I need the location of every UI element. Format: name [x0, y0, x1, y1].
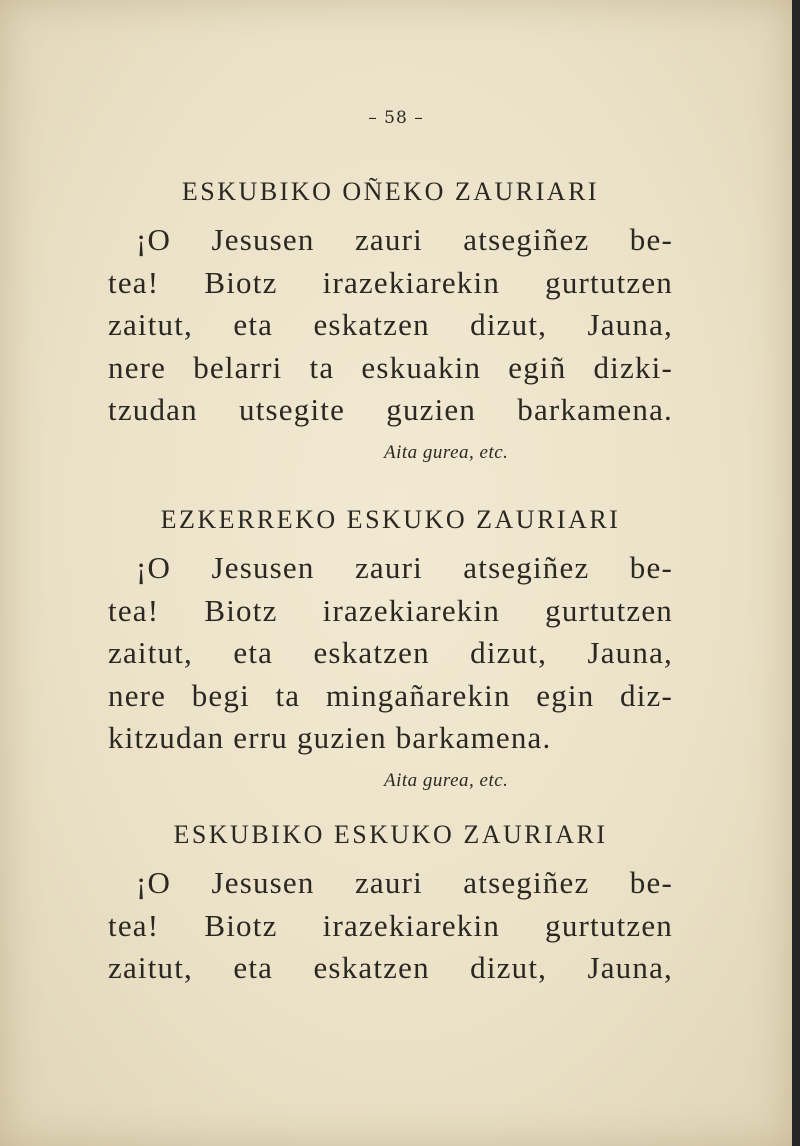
text-line: nere belarri ta eskuakin egiñ dizki-	[108, 349, 673, 385]
text-line: zaitut, eta eskatzen dizut, Jauna,	[108, 635, 673, 670]
section-right-foot-wound	[108, 175, 673, 464]
section-right-hand-wound	[108, 818, 673, 990]
text-line: nere begi ta mingañarekin egin diz-	[108, 677, 673, 713]
section-left-hand-wound	[108, 503, 673, 792]
text-line: zaitut, eta eskatzen dizut, Jauna,	[108, 950, 673, 985]
text-line: kitzudan erru guzien barkamena.	[108, 720, 552, 755]
page-number: – 58 –	[368, 108, 424, 128]
text-line: tea! Biotz irazekiarekin gurtutzen	[108, 907, 673, 943]
text-line: ¡O Jesusen zauri atsegiñez be-	[136, 222, 673, 257]
text-line: zaitut, eta eskatzen dizut, Jauna,	[108, 307, 673, 342]
prayer-signoff: Aita gurea, etc.	[384, 769, 509, 791]
prayer-signoff: Aita gurea, etc.	[384, 441, 509, 463]
text-line: tea! Biotz irazekiarekin gurtutzen	[108, 264, 673, 300]
section-heading: ESKUBIKO OÑEKO ZAURIARI	[181, 177, 600, 206]
text-line: tzudan utsegite guzien barkamena.	[108, 392, 673, 427]
text-line: ¡O Jesusen zauri atsegiñez be-	[136, 550, 673, 585]
text-line: tea! Biotz irazekiarekin gurtutzen	[108, 592, 673, 628]
section-heading: ESKUBIKO ESKUKO ZAURIARI	[173, 820, 608, 849]
section-heading: EZKERREKO ESKUKO ZAURIARI	[160, 505, 621, 534]
text-line: ¡O Jesusen zauri atsegiñez be-	[136, 865, 673, 900]
